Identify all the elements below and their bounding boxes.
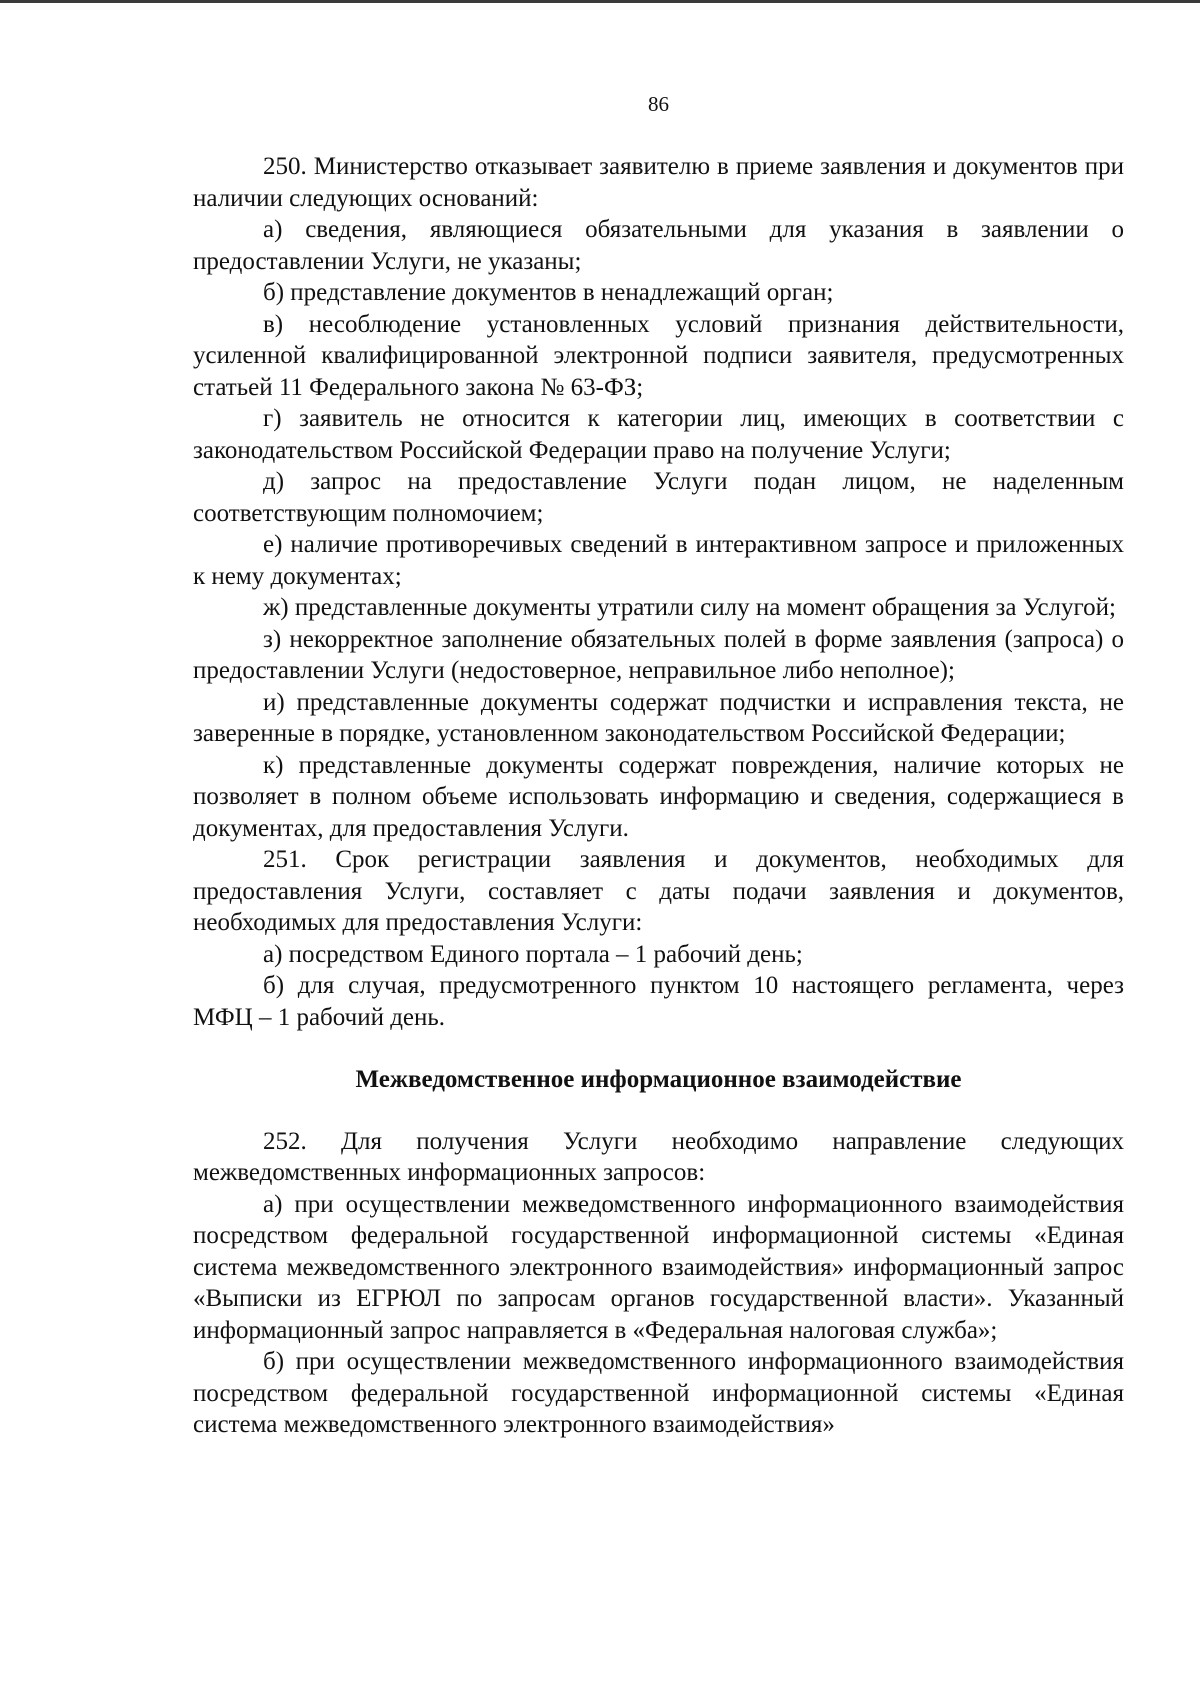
paragraph-251: 251. Срок регистрации заявления и документов, необходимых для предоставления Услуги, составляет с даты подачи заявления и документов, необходимых для предоставления Услуги: — [193, 846, 1124, 936]
paragraph-250-e: е) наличие противоречивых сведений в интерактивном запросе и приложенных к нему документах; — [193, 531, 1124, 590]
paragraph-250-k: к) представленные документы содержат повреждения, наличие которых не позволяет в полном объеме использовать информацию и сведения, содержащиеся в документах, для предоставления Услуги. — [193, 751, 1124, 842]
paragraph-252-a: а) при осуществлении межведомственного информационного взаимодействия посредством федеральной государственной информационной системы «Единая система межведомственного электронного взаимодействия» информационный запрос «Выписки из ЕГРЮЛ по запросам органов государственной власти». Указанный информационный запрос направляется в «Федеральная налоговая служба»; — [193, 1190, 1124, 1344]
paragraph-250-g: г) заявитель не относится к категории лиц, имеющих в соответствии с законодательством Российской Федерации право на получение Услуги; — [193, 405, 1124, 464]
paragraph-251-a: а) посредством Единого портала – 1 рабочий день; — [263, 940, 803, 968]
document-body — [193, 151, 1124, 1441]
section-heading: Межведомственное информационное взаимодействие — [355, 1066, 962, 1093]
paragraph-250-i: и) представленные документы содержат подчистки и исправления текста, не заверенные в порядке, установленном законодательством Российской Федерации; — [193, 688, 1124, 747]
page-number: 86 — [648, 92, 669, 116]
paragraph-250-a: а) сведения, являющиеся обязательными для указания в заявлении о предоставлении Услуги, не указаны; — [193, 216, 1124, 275]
paragraph-250-v: в) несоблюдение установленных условий признания действительности, усиленной квалифицированной электронной подписи заявителя, предусмотренных статьей 11 Федерального закона № 63-ФЗ; — [193, 310, 1124, 401]
paragraph-251-b: б) для случая, предусмотренного пунктом 10 настоящего регламента, через МФЦ – 1 рабочий день. — [193, 972, 1124, 1031]
scan-top-edge — [0, 0, 1200, 3]
spacer — [193, 1033, 1124, 1064]
spacer — [193, 1096, 1124, 1126]
paragraph-250-zh: ж) представленные документы утратили силу на момент обращения за Услугой; — [263, 594, 1116, 621]
paragraph-250: 250. Министерство отказывает заявителю в приеме заявления и документов при наличии следующих оснований: — [193, 153, 1124, 212]
paragraph-252-b: б) при осуществлении межведомственного информационного взаимодействия посредством федеральной государственной информационной системы «Единая система межведомственного электронного взаимодействия» — [193, 1348, 1124, 1438]
paragraph-252: 252. Для получения Услуги необходимо направление следующих межведомственных информационных запросов: — [193, 1127, 1124, 1186]
paragraph-250-b: б) представление документов в ненадлежащий орган; — [263, 279, 834, 306]
paragraph-250-z: з) некорректное заполнение обязательных полей в форме заявления (запроса) о предоставлении Услуги (недостоверное, неправильное либо неполное); — [193, 625, 1124, 684]
paragraph-250-d: д) запрос на предоставление Услуги подан лицом, не наделенным соответствующим полномочием; — [193, 468, 1124, 527]
